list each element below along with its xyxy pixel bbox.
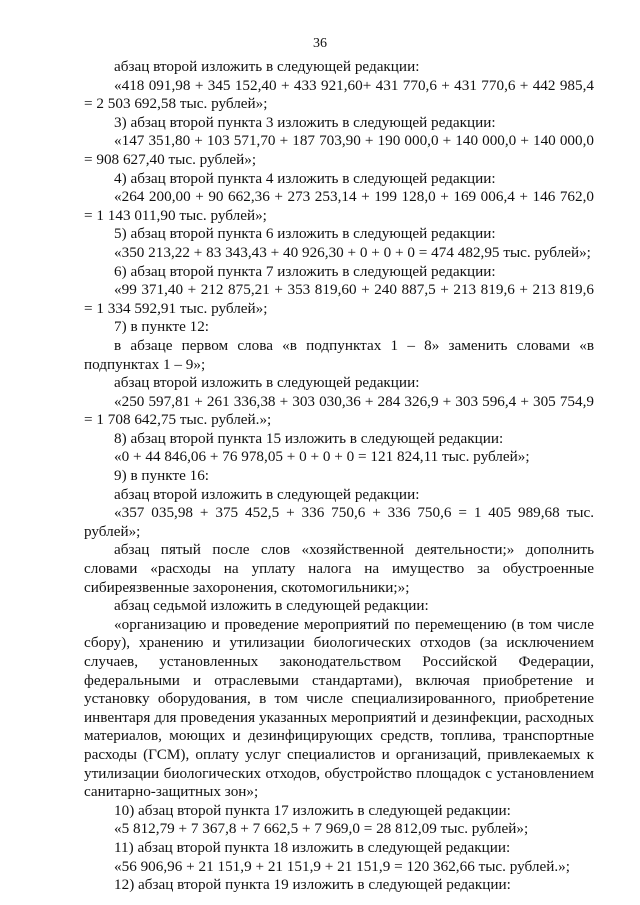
paragraph: «5 812,79 + 7 367,8 + 7 662,5 + 7 969,0 = 28 812,09 тыс. рублей»; xyxy=(114,820,529,838)
paragraph: 5) абзац второй пункта 6 изложить в следующей редакции: xyxy=(114,225,496,243)
paragraph: «56 906,96 + 21 151,9 + 21 151,9 + 21 151,9 = 120 362,66 тыс. рублей.»; xyxy=(114,857,570,875)
paragraph: «357 035,98 + 375 452,5 + 336 750,6 + 336 750,6 = 1 405 989,68 тыс. рублей»; xyxy=(84,504,594,540)
paragraph: «99 371,40 + 212 875,21 + 353 819,60 + 240 887,5 + 213 819,6 + 213 819,6 = 1 334 592,91 тыс. рублей»; xyxy=(84,281,594,317)
paragraph: «264 200,00 + 90 662,36 + 273 253,14 + 199 128,0 + 169 006,4 + 146 762,0 = 1 143 011,90 тыс. рублей»; xyxy=(84,188,594,224)
paragraph: 9) в пункте 16: xyxy=(114,467,210,485)
paragraph: 6) абзац второй пункта 7 изложить в следующей редакции: xyxy=(114,262,496,280)
paragraph: 3) абзац второй пункта 3 изложить в следующей редакции: xyxy=(114,113,496,131)
paragraph: абзац второй изложить в следующей редакции: xyxy=(114,374,420,392)
paragraph: 8) абзац второй пункта 15 изложить в следующей редакции: xyxy=(114,429,504,447)
paragraph: 4) абзац второй пункта 4 изложить в следующей редакции: xyxy=(114,169,496,187)
paragraph: «0 + 44 846,06 + 76 978,05 + 0 + 0 + 0 = 121 824,11 тыс. рублей»; xyxy=(114,448,530,466)
paragraph: 7) в пункте 12: xyxy=(114,318,210,336)
paragraph: «организацию и проведение мероприятий по перемещению (в том числе сбору), хранению и утилизации биологических отходов (за исключением случаев, установленных законодательством Российской Федерации, федеральными и отраслевыми стандартами), включая приобретение и установку оборудования, в том числе специализированного, приобретение инвентаря для проведения указанных мероприятий и дезинфекции, расходных материалов, моющих и дезинфицирующих средств, топлива, транспортные расходы (ГСМ), оплату услуг специалистов и организаций, привлекаемых к утилизации биологических отходов, обустройство площадок с установлением санитарно-защитных зон»; xyxy=(84,615,594,801)
paragraph: в абзаце первом слова «в подпунктах 1 – 8» заменить словами «в подпунктах 1 – 9»; xyxy=(84,336,594,373)
paragraph: абзац седьмой изложить в следующей редакции: xyxy=(114,597,429,615)
document-body xyxy=(84,58,594,895)
paragraph: «250 597,81 + 261 336,38 + 303 030,36 + 284 326,9 + 303 596,4 + 305 754,9 = 1 708 642,75 тыс. рублей.»; xyxy=(84,392,594,429)
paragraph: абзац пятый после слов «хозяйственной деятельности;» дополнить словами «расходы на уплату налога на имущество за обустроенные сибиреязвенные захоронения, скотомогильники;»; xyxy=(84,541,594,596)
paragraph: 12) абзац второй пункта 19 изложить в следующей редакции: xyxy=(114,876,511,894)
paragraph: 11) абзац второй пункта 18 изложить в следующей редакции: xyxy=(114,838,511,856)
paragraph: «350 213,22 + 83 343,43 + 40 926,30 + 0 + 0 + 0 = 474 482,95 тыс. рублей»; xyxy=(114,243,591,261)
paragraph: «418 091,98 + 345 152,40 + 433 921,60+ 431 770,6 + 431 770,6 + 442 985,4 = 2 503 692,58 тыс. рублей»; xyxy=(84,76,594,113)
paragraph: абзац второй изложить в следующей редакции: xyxy=(114,58,420,75)
paragraph: абзац второй изложить в следующей редакции: xyxy=(114,485,420,503)
paragraph: «147 351,80 + 103 571,70 + 187 703,90 + 190 000,0 + 140 000,0 + 140 000,0 = 908 627,40 тыс. рублей»; xyxy=(84,132,594,168)
page-number: 36 xyxy=(313,36,327,51)
paragraph: 10) абзац второй пункта 17 изложить в следующей редакции: xyxy=(114,801,511,819)
